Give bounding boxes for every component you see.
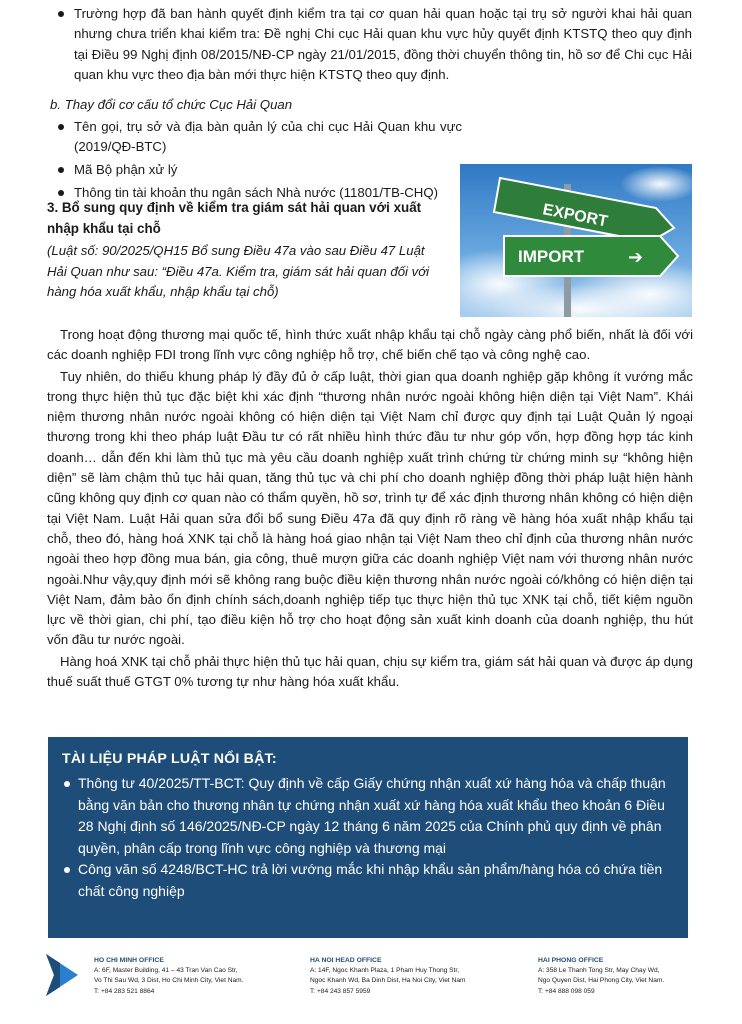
office-name: HAI PHONG OFFICE [538,957,604,964]
section-3-heading: 3. Bổ sung quy định về kiểm tra giám sát hải quan với xuất nhập khẩu tại chỗ [47,200,422,236]
body-text [47,325,693,693]
paragraph: Tuy nhiên, do thiếu khung pháp lý đầy đủ ở cấp luật, thời gian qua doanh nghiệp gặp không ít vướng mắc trong thực hiện thủ tục đặc biệt khi xác định “thương nhân nước ngoài không hiện diện tại Việt Nam”. Khái niệm thương nhân nước ngoài không có hiện diện tại Việt Nam chỉ được quy định tại Luật Quản lý ngoại thương trong khi theo pháp luật Đầu tư có rất nhiều hình thức đầu tư như góp vốn, hợp đồng hợp tác kinh doanh… dẫn đến khi làm thủ tục mà yêu cầu doanh nghiệp xuất trình chứng từ chứng minh sự “không hiện diện” sẽ làm chậm thủ tục hải quan, tăng thủ tục và chi phí cho doanh nghiệp đồng thời pháp luật hiện hành cũng không quy định cơ quan nào có thẩm quyền, hồ sơ, trình tự để xác định thương nhân không có hiện diện tại Việt Nam. Luật Hải quan sửa đổi bổ sung Điều 47a đã quy định rõ ràng về hàng hóa xuất nhập khẩu tại chỗ, theo đó, hàng hoá XNK tại chỗ là hàng hoá giao nhận tại Việt Nam theo chỉ định của thương nhân nước ngoài theo hợp đồng mua bán, gia công, thuê mượn giữa các doanh nghiệp Việt nam với thương nhân nước ngoài.Như vậy,quy định mới sẽ không rang buộc điều kiện thương nhân nước ngoài có/không có hiện diện tại Việt Nam, đảm bảo ổn định chính sách,doanh nghiệp tiếp tục thực hiện thủ tục XNK tại chỗ, tiết kiệm nguồn lực về thời gian, chi phí, tạo điều kiện hỗ trợ cho hoạt động sản xuất kinh doanh của doanh nghiệp, thu hút vốn đầu tư nước ngoài. [47,368,693,648]
export-import-illustration [460,164,692,317]
list-item: Tên gọi, trụ sở và địa bàn quản lý của chi cục Hải Quan khu vực (2019/QĐ-BTC) [52,117,462,158]
import-sign-label: IMPORT [518,247,585,266]
list-item: Trường hợp đã ban hành quyết định kiểm tra tại cơ quan hải quan hoặc tại trụ sở người khai hải quan nhưng chưa triển khai kiểm tra: Đề nghị Chi cục Hải quan khu vực hủy quyết định KTSTQ theo quy định tại Điều 99 Nghị định 08/2015/NĐ-CP ngày 21/01/2015, đồng thời chuyển thông tin, hồ sơ để Chi cục Hải quan khu vực theo địa bàn mới thực hiện KTSTQ theo quy định. [52,4,692,85]
list-item: Thông tin tài khoản thu ngân sách Nhà nước (11801/TB-CHQ) [52,183,462,203]
office-phone: T: +84 283 521 8864 [94,987,155,995]
company-logo-icon [46,954,78,996]
section-3-subtitle: (Luật số: 90/2025/QH15 Bổ sung Điều 47a vào sau Điều 47 Luật Hải Quan như sau: “Điều 47a. Kiểm tra, giám sát hải quan đối với hàng hóa xuất khẩu, nhập khẩu tại chỗ) [47,243,430,299]
office-ha-noi [310,956,466,997]
office-address-line: Ngoc Khanh Wd, Ba Dinh Dist, Ha Noi City, Viet Nam [310,977,466,985]
legal-documents-box [48,737,688,938]
office-name: HO CHI MINH OFFICE [94,957,164,964]
arrow-right-icon: ➔ [628,247,644,268]
office-address-line: A: 6F, Master Building, 41 – 43 Tran Van Cao Str, [94,967,238,975]
office-phone: T: +84 243 857 5959 [310,987,371,995]
list-item: Thông tư 40/2025/TT-BCT: Quy định về cấp Giấy chứng nhận xuất xứ hàng hóa và chấp thuận bằng văn bản cho thương nhân tự chứng nhận xuất xứ hàng hóa xuất khẩu theo khoản 6 Điều 28 Nghị định số 146/2025/NĐ-CP ngày 12 tháng 6 năm 2025 của Chính phủ quy định về phân quyền, phân cấp trong lĩnh vực công nghiệp và thương mại [58,773,670,859]
footer [0,948,742,1024]
office-phone: T: +84 888 098 059 [538,987,595,995]
signpost-image [460,164,692,317]
section-b-list [52,117,462,206]
section-b-heading: b. Thay đổi cơ cấu tổ chức Cục Hải Quan [50,97,293,112]
paragraph: Trong hoạt động thương mại quốc tế, hình thức xuất nhập khẩu tại chỗ ngày càng phổ biến, nhất là đối với các doanh nghiệp FDI trong lĩnh vực công nghiệp hỗ trợ, chế biến chế tạo và công nghệ cao. [47,327,693,363]
paragraph: Hàng hoá XNK tại chỗ phải thực hiện thủ tục hải quan, chịu sự kiểm tra, giám sát hải quan và được áp dụng thuế suất thuế GTGT 0% tương tự như hàng hóa xuất khẩu. [47,653,693,690]
legal-box-title: TÀI LIỆU PHÁP LUẬT NỔI BẬT: [62,751,277,767]
office-address-line: Ngo Quyen Dist, Hai Phong City, Viet Nam. [538,977,665,985]
legal-documents-list [58,773,670,903]
office-ho-chi-minh [94,956,244,997]
office-hai-phong [538,956,664,997]
export-sign-label: EXPORT [541,201,610,231]
office-address-line: A: 14F, Ngoc Khanh Plaza, 1 Pham Huy Thong Str, [310,967,460,975]
office-address-line: Vo Thi Sau Wd, 3 Dist, Ho Chi Minh City, Viet Nam. [94,977,244,985]
import-sign [504,236,678,276]
list-item: Mã Bộ phận xử lý [52,160,462,180]
top-bullet-list [52,4,692,85]
list-item: Công văn số 4248/BCT-HC trả lời vướng mắc khi nhập khẩu sản phẩm/hàng hóa có chứa tiền chất công nghiệp [58,859,670,902]
office-name: HA NOI HEAD OFFICE [310,957,382,964]
section-3 [47,198,447,303]
office-address-line: A: 358 Le Thanh Tong Str, May Chay Wd, [538,967,660,975]
